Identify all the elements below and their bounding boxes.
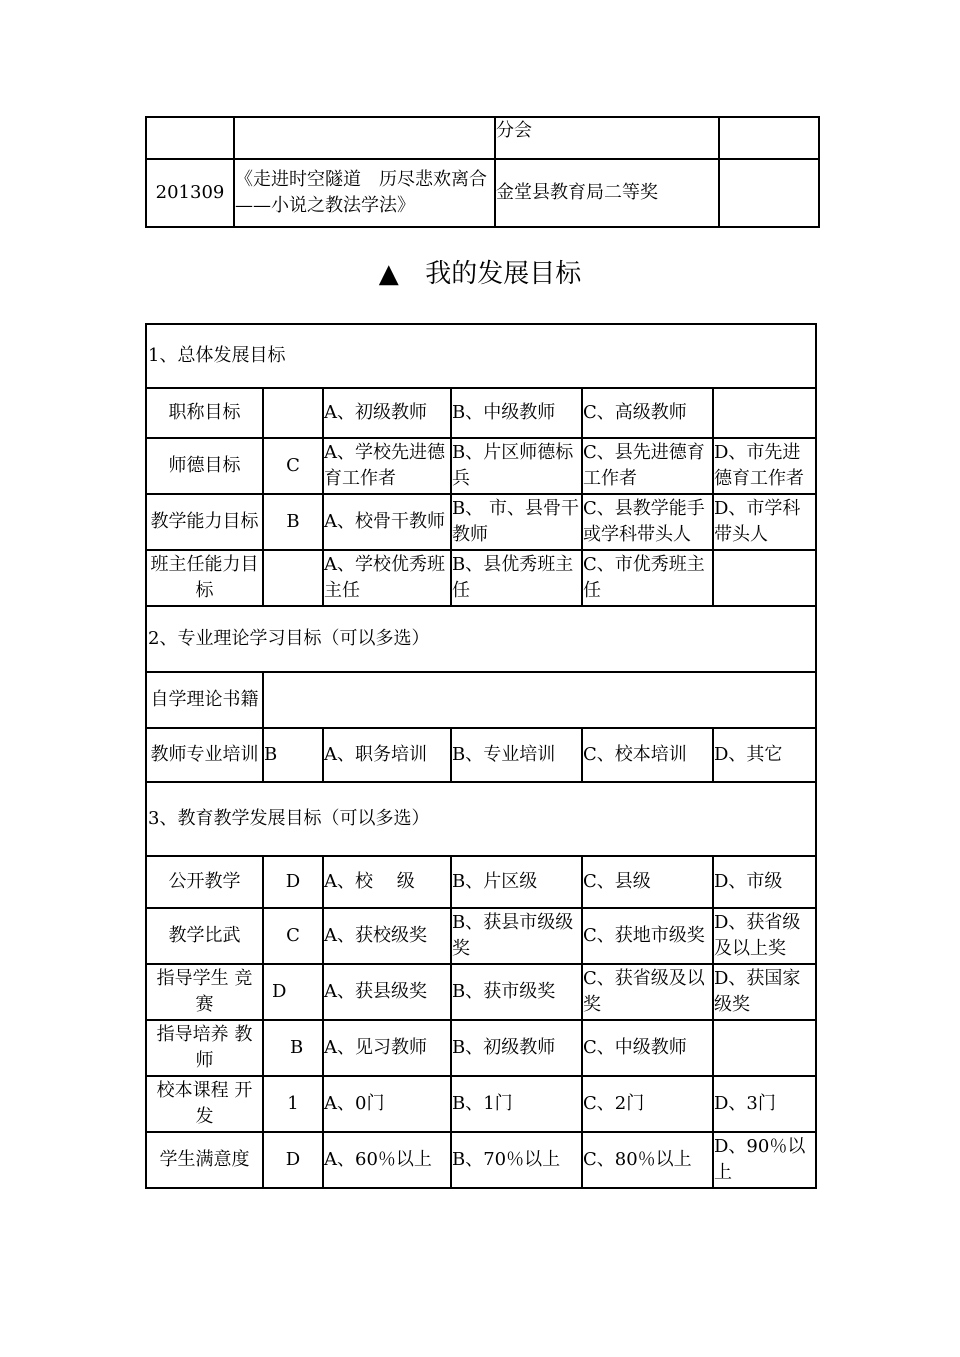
row-label: 指导培养 教师: [146, 1020, 263, 1076]
option-d: D、获省级及以上奖: [713, 908, 816, 964]
section-header: [146, 606, 816, 672]
option-a: A、学校优秀班主任: [323, 550, 451, 606]
row-choice: B: [263, 728, 323, 782]
option-b: B、县优秀班主任: [451, 550, 582, 606]
page-title-text: 我的发展目标: [425, 259, 582, 289]
option-a: A、获县级奖: [323, 964, 451, 1020]
option-b: B、70％以上: [451, 1132, 582, 1188]
page-title: [0, 256, 960, 292]
option-a: A、校 级: [323, 856, 451, 908]
option-b: B、专业培训: [451, 728, 582, 782]
award-note: [719, 117, 819, 159]
section-header: [146, 324, 816, 388]
option-c: C、中级教师: [582, 1020, 713, 1076]
award-date: 201309: [146, 159, 234, 227]
section-title: 2、专业理论学习目标（可以多选）: [146, 606, 816, 672]
option-a: A、0门: [323, 1076, 451, 1132]
option-d: D、市级: [713, 856, 816, 908]
row-choice: C: [263, 908, 323, 964]
row-label: 教师专业培训: [146, 728, 263, 782]
section-header: [146, 782, 816, 856]
section-title: 3、教育教学发展目标（可以多选）: [146, 782, 816, 856]
option-b: B、获市级奖: [451, 964, 582, 1020]
row-choice: B: [263, 1020, 323, 1076]
table-row: [146, 550, 816, 606]
table-row: [146, 1132, 816, 1188]
award-date: [146, 117, 234, 159]
option-a: A、学校先进德育工作者: [323, 438, 451, 494]
option-c: C、县级: [582, 856, 713, 908]
option-b: B、1门: [451, 1076, 582, 1132]
row-choice: B: [263, 494, 323, 550]
option-d: D、市学科带头人: [713, 494, 816, 550]
award-title: 《走进时空隧道 历尽悲欢离合——小说之教法学法》: [234, 159, 495, 227]
row-label: 职称目标: [146, 388, 263, 438]
option-b: B、初级教师: [451, 1020, 582, 1076]
option-c: C、校本培训: [582, 728, 713, 782]
option-a: A、获校级奖: [323, 908, 451, 964]
triangle-icon: ▲: [378, 259, 399, 289]
option-d: D、获国家级奖: [713, 964, 816, 1020]
option-d: [713, 550, 816, 606]
option-c: C、县教学能手或学科带头人: [582, 494, 713, 550]
option-d: [713, 1020, 816, 1076]
goals-table: [145, 323, 817, 1189]
table-row: [146, 672, 816, 728]
table-row: [146, 1076, 816, 1132]
self-study-value: [263, 672, 816, 728]
row-label: 学生满意度: [146, 1132, 263, 1188]
section-title: 1、总体发展目标: [146, 324, 816, 388]
row-choice: C: [263, 438, 323, 494]
row-label: 自学理论书籍: [146, 672, 263, 728]
row-label: 班主任能力目标: [146, 550, 263, 606]
option-c: C、县先进德育工作者: [582, 438, 713, 494]
option-a: A、校骨干教师: [323, 494, 451, 550]
row-label: 教学比武: [146, 908, 263, 964]
award-note: [719, 159, 819, 227]
table-row: [146, 964, 816, 1020]
table-row: [146, 728, 816, 782]
row-choice: [263, 550, 323, 606]
option-a: A、60％以上: [323, 1132, 451, 1188]
row-label: 公开教学: [146, 856, 263, 908]
table-row: [146, 438, 816, 494]
option-d: D、其它: [713, 728, 816, 782]
row-label: 师德目标: [146, 438, 263, 494]
row-label: 校本课程 开发: [146, 1076, 263, 1132]
option-d: D、3门: [713, 1076, 816, 1132]
row-label: 指导学生 竞赛: [146, 964, 263, 1020]
option-c: C、获省级及以奖: [582, 964, 713, 1020]
row-choice: D: [263, 964, 323, 1020]
option-c: C、2门: [582, 1076, 713, 1132]
option-b: B、片区级: [451, 856, 582, 908]
row-choice: D: [263, 1132, 323, 1188]
option-b: B、中级教师: [451, 388, 582, 438]
table-row: [146, 494, 816, 550]
option-c: C、高级教师: [582, 388, 713, 438]
option-b: B、 市、县骨干教师: [451, 494, 582, 550]
table-row: [146, 1020, 816, 1076]
option-a: A、见习教师: [323, 1020, 451, 1076]
option-b: B、获县市级级奖: [451, 908, 582, 964]
row-choice: 1: [263, 1076, 323, 1132]
row-choice: [263, 388, 323, 438]
option-d: D、90％以上: [713, 1132, 816, 1188]
row-choice: D: [263, 856, 323, 908]
option-c: C、80％以上: [582, 1132, 713, 1188]
table-row: [146, 388, 816, 438]
table-row: [146, 117, 819, 159]
row-label: 教学能力目标: [146, 494, 263, 550]
option-c: C、市优秀班主任: [582, 550, 713, 606]
table-row: [146, 908, 816, 964]
award-name: 金堂县教育局二等奖: [495, 159, 719, 227]
option-d: [713, 388, 816, 438]
awards-table: [145, 116, 820, 228]
option-a: A、职务培训: [323, 728, 451, 782]
option-c: C、获地市级奖: [582, 908, 713, 964]
table-row: [146, 856, 816, 908]
option-a: A、初级教师: [323, 388, 451, 438]
table-row: [146, 159, 819, 227]
award-title: [234, 117, 495, 159]
award-name: 分会: [495, 117, 719, 159]
option-d: D、市先进德育工作者: [713, 438, 816, 494]
option-b: B、片区师德标兵: [451, 438, 582, 494]
